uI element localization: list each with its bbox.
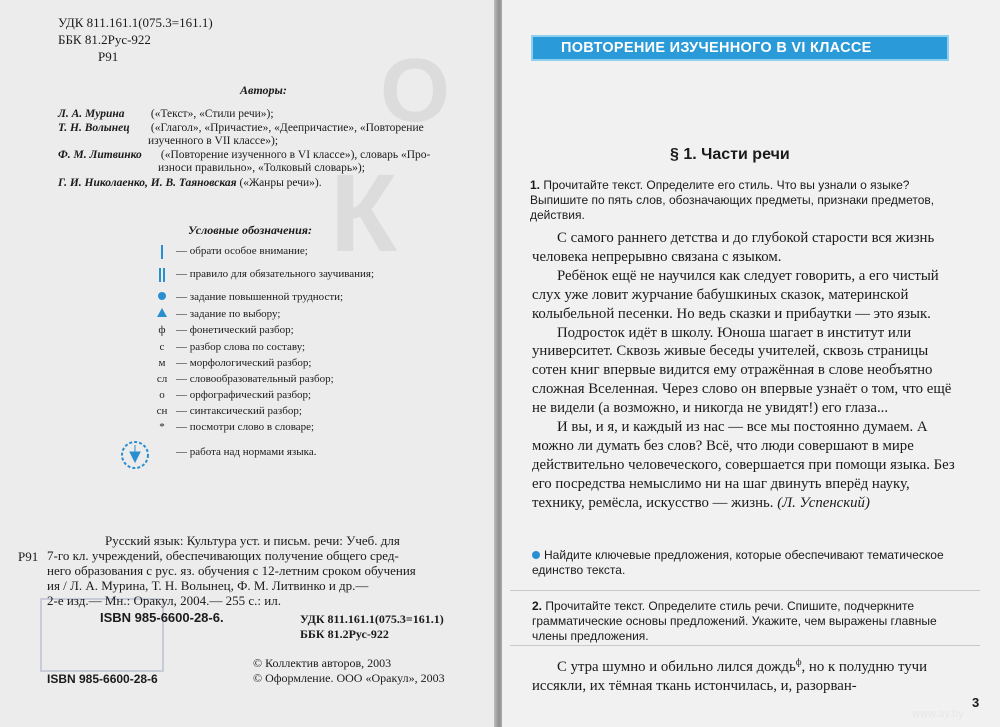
author-name: Г. И. Николаенко, И. В. Таяновская bbox=[58, 177, 237, 189]
legend-item bbox=[150, 421, 450, 439]
legend-text: — обрати особое внимание; bbox=[176, 245, 308, 257]
bbk-line: ББК 81.2Рус-922 bbox=[300, 627, 389, 641]
biblio-line: 2-е изд.— Мн.: Оракул, 2004.— 255 с.: ил. bbox=[47, 593, 281, 608]
udk-bbk-footer bbox=[300, 612, 444, 642]
copyright-line: © Оформление. ООО «Оракул», 2003 bbox=[253, 671, 445, 685]
bullet-task-text: Найдите ключевые предложения, которые обеспечивают тематическое единство текста. bbox=[532, 548, 944, 577]
chapter-banner: ПОВТОРЕНИЕ ИЗУЧЕННОГО В VI КЛАССЕ bbox=[531, 35, 949, 61]
legend-text: — орфографический разбор; bbox=[176, 389, 312, 401]
double-bar-icon bbox=[150, 268, 174, 285]
author-role: («Текст», «Стили речи»); bbox=[150, 108, 274, 120]
legend-symbol: сн bbox=[156, 405, 168, 417]
section-title: § 1. Части речи bbox=[670, 146, 790, 163]
paragraph: Подросток идёт в школу. Юноша шагает в институт или университет. Сквозь живые беседы учителей, сквозь страницы сотен книг впервые видится ему отражённая в слове необъятно сложная Вселенная. Через слово он впервые узнаёт о том, что ещё не видели (а возможно, и никогда не увидят!) его глаза... bbox=[532, 324, 952, 417]
legend-text: — правило для обязательного заучивания; bbox=[176, 268, 375, 280]
biblio-line: Русский язык: Культура уст. и письм. речи: Учеб. для bbox=[105, 533, 400, 548]
circle-icon bbox=[532, 551, 540, 559]
isbn-main: ISBN 985-6600-28-6. bbox=[100, 610, 224, 625]
divider bbox=[510, 645, 980, 646]
legend-symbol: сл bbox=[156, 373, 168, 385]
watermark-shape: О bbox=[380, 41, 451, 141]
phonetic-mark: ф bbox=[795, 657, 802, 667]
task-text: Прочитайте текст. Определите его стиль. Что вы узнали о языке? Выпишите по пять слов, обозначающих предметы, признаки предметов, действия. bbox=[530, 178, 935, 222]
attribution: (Л. Успенский) bbox=[777, 494, 870, 511]
watermark-shape: К bbox=[330, 152, 398, 275]
text-fragment: С утра шумно и обильно лился дождь bbox=[557, 658, 796, 675]
author-role: («Глагол», «Причастие», «Деепричастие», «Повторение bbox=[150, 122, 424, 134]
site-watermark: www.ay.by bbox=[912, 708, 964, 720]
author-row bbox=[58, 177, 322, 190]
author-sign: Р91 bbox=[98, 49, 119, 64]
legend-text: — морфологический разбор; bbox=[176, 357, 312, 369]
legend-item bbox=[150, 324, 450, 342]
legend-text: — синтаксический разбор; bbox=[176, 405, 302, 417]
biblio-line: 7-го кл. учреждений, обеспечивающих получение общего сред- bbox=[47, 548, 399, 563]
text-fragment: , но к полудню тучи иссякли, их тёмная ткань истончилась, и, разорван- bbox=[532, 658, 928, 694]
udk-block bbox=[58, 14, 213, 65]
legend-title: Условные обозначения: bbox=[188, 223, 312, 237]
task-text: Прочитайте текст. Определите стиль речи. Спишите, подчеркните грамматические основы предложений. Укажите, чем выражены главные члены предложения. bbox=[532, 599, 937, 643]
author-row bbox=[58, 108, 274, 121]
legend-item bbox=[150, 245, 450, 263]
author-row bbox=[58, 122, 424, 135]
legend-symbol: ф bbox=[158, 324, 166, 336]
author-role: («Жанры речи»). bbox=[239, 177, 322, 189]
author-role: изученного в VII классе»); bbox=[148, 135, 279, 147]
author-row bbox=[58, 149, 430, 162]
legend-text: — словообразовательный разбор; bbox=[176, 373, 334, 385]
legend-text: — фонетический разбор; bbox=[176, 324, 294, 336]
legend-text: — работа над нормами языка. bbox=[176, 446, 317, 458]
author-role: износи правильно», «Толковый словарь»); bbox=[158, 162, 365, 174]
legend-symbol: с bbox=[159, 341, 165, 353]
legend-text: — задание по выбору; bbox=[176, 308, 281, 320]
legend-symbol: м bbox=[158, 357, 166, 369]
udk-line: УДК 811.161.1(075.3=161.1) bbox=[300, 612, 444, 626]
reading-text-2 bbox=[532, 653, 982, 696]
task-number: 2. bbox=[532, 599, 543, 613]
language-norms-icon bbox=[120, 440, 150, 470]
legend-item bbox=[150, 291, 450, 309]
bullet-task bbox=[532, 548, 962, 578]
copyright-block bbox=[253, 656, 445, 686]
bibliographic-record bbox=[47, 533, 487, 608]
reading-text bbox=[532, 229, 962, 513]
bbk-line: ББК 81.2Рус-922 bbox=[58, 32, 151, 47]
legend-text: — посмотри слово в словаре; bbox=[176, 421, 315, 433]
authors-heading: Авторы: bbox=[240, 83, 287, 97]
paragraph: С самого раннего детства и до глубокой старости вся жизнь человека непрерывно связана с языком. bbox=[532, 230, 935, 265]
legend-text: — разбор слова по составу; bbox=[176, 341, 306, 353]
paragraph: И вы, и я, и каждый из нас — все мы постоянно думаем. А можно ли думать без слов? Всё, что люди совершают в мире действительно человеческого, совершается при помощи языка. Без его посредства немыслимо ни на шаг двинуть вперёд науку, технику, ремёсла, искусство — жизнь. bbox=[532, 419, 955, 511]
author-row bbox=[158, 162, 365, 175]
biblio-sign: Р91 bbox=[18, 549, 39, 564]
circle-icon bbox=[150, 291, 174, 303]
task-1 bbox=[530, 178, 960, 223]
task-number: 1. bbox=[530, 178, 541, 192]
legend-symbol: о bbox=[159, 389, 165, 401]
legend-text: — задание повышенной трудности; bbox=[176, 291, 344, 303]
legend-item bbox=[150, 268, 450, 286]
author-role: («Повторение изученного в VI классе»), словарь «Про- bbox=[160, 149, 431, 161]
copyright-line: © Коллектив авторов, 2003 bbox=[253, 656, 392, 670]
biblio-line: ия / Л. А. Мурина, Т. Н. Волынец, Ф. М. Литвинко и др.— bbox=[47, 578, 369, 593]
single-bar-icon bbox=[150, 245, 174, 262]
author-name: Л. А. Мурина bbox=[58, 108, 125, 120]
isbn-footer: ISBN 985-6600-28-6 bbox=[47, 672, 158, 686]
paragraph: Ребёнок ещё не научился как следует говорить, а его чистый слух уже ловит журчание бабушкиных сказок, материнской колыбельной песенки. Но ведь сказки и прибаутки — это язык. bbox=[532, 267, 939, 322]
legend-symbol: * bbox=[159, 421, 165, 433]
page-number: 3 bbox=[972, 695, 980, 710]
author-name: Т. Н. Волынец bbox=[58, 122, 130, 134]
author-name: Ф. М. Литвинко bbox=[58, 149, 142, 161]
biblio-line: него образования с рус. яз. обучения с 12-летним сроком обучения bbox=[47, 563, 416, 578]
divider bbox=[510, 590, 980, 591]
legend-item bbox=[150, 446, 450, 464]
author-row bbox=[148, 135, 278, 148]
task-2 bbox=[532, 599, 962, 644]
right-page bbox=[502, 0, 1000, 727]
triangle-icon bbox=[150, 308, 174, 320]
udk-line: УДК 811.161.1(075.3=161.1) bbox=[58, 15, 213, 30]
left-page bbox=[0, 0, 498, 727]
